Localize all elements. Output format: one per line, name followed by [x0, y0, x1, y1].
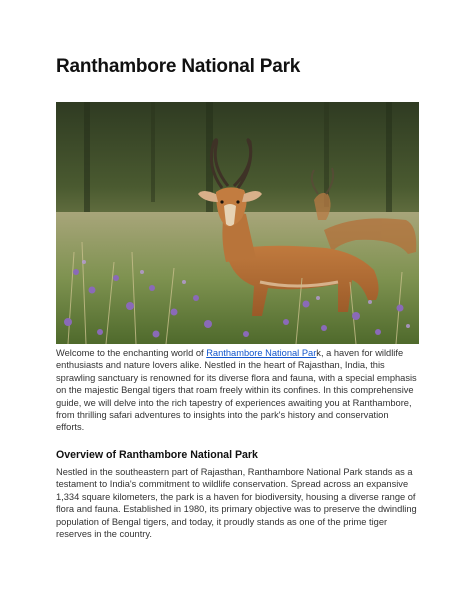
overview-paragraph: Nestled in the southeastern part of Rajasthan, Ranthambore National Park stands as a testament to India's commitment to wildlife conservation. Spread across an expansive 1,334 square kilometers, the park is a haven for biodiversity, housing a diverse range of flora and fauna. Established in 1980, its primary objective was to preserve the dwindling population of Bengal tigers, and today, it proudly stands as one of the prime tiger reserves in the country. — [56, 467, 417, 540]
intro-text-rest: k, a haven for wildlife enthusiasts and nature lovers alike. Nestled in the heart of Rajasthan, India, this sprawling sanctuary is renowned for its diverse flora and fauna, with a special emphasis on the majestic Bengal tigers that roam freely within its confines. In this comprehensive guide, we will delve into the rich tapestry of experiences awaiting you at Ranthambore, from thrilling safari adventures to insights into the park's history and conservation efforts. — [56, 348, 417, 433]
intro-text-start: Welcome to the enchanting world of — [56, 348, 207, 358]
page-title: Ranthambore National Park — [56, 56, 301, 77]
overview-heading: Overview of Ranthambore National Park — [56, 449, 258, 461]
antelope-photo — [56, 102, 419, 344]
intro-paragraph — [56, 347, 418, 434]
ranthambore-link[interactable]: Ranthambore National Par — [206, 348, 317, 358]
